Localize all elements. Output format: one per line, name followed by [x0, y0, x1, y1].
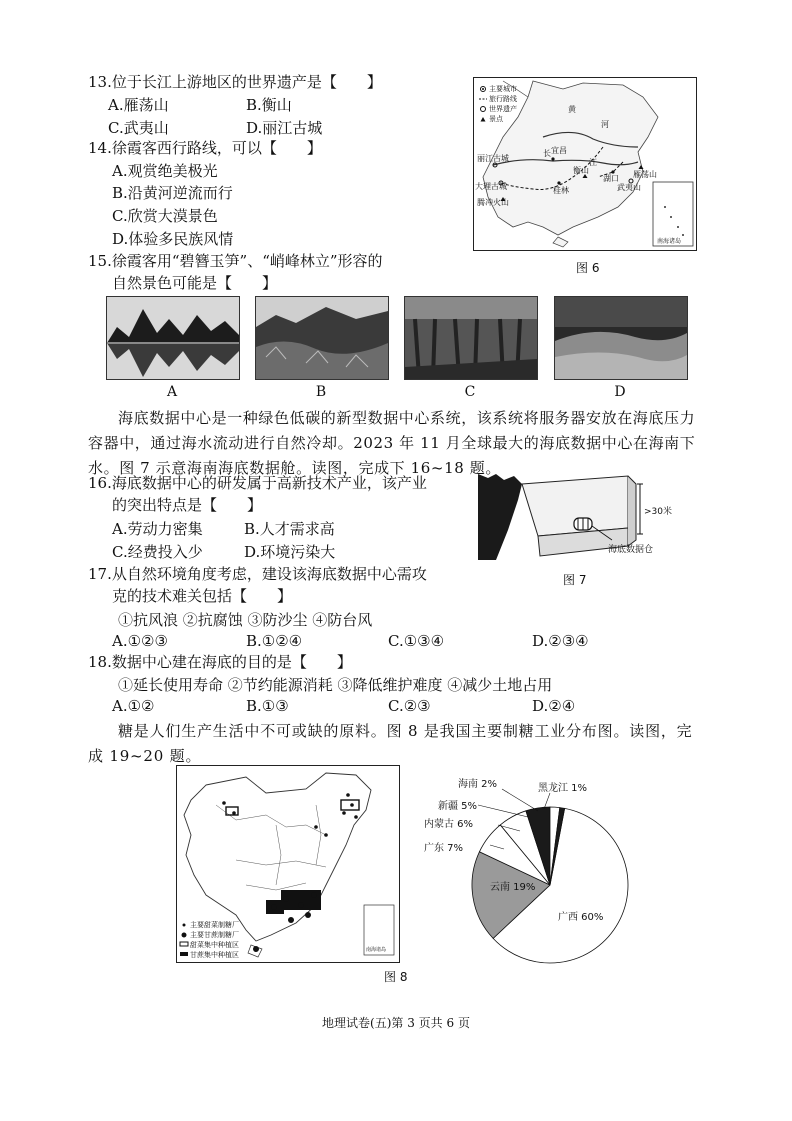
figure6-caption: 图 6 [576, 261, 600, 275]
svg-text:甘蔗集中种植区: 甘蔗集中种植区 [190, 951, 239, 959]
figure6-route-map [473, 77, 697, 251]
figure7-caption: 图 7 [563, 573, 587, 587]
pie-label-neimenggu: 内蒙古 6% [424, 819, 474, 830]
q16-stem-line1: 16.海底数据中心的研发属于高新技术产业，该产业 [88, 474, 427, 492]
passage-data-center: 海底数据中心是一种绿色低碳的新型数据中心系统，该系统将服务器安放在海底压力容器中，通过海水流动进行自然冷却。2023 年 11 月全球最大的海底数据中心在海南下水。图 7 示意海南海底数据舱。读图，完成下 16~18 题。 [88, 409, 696, 477]
q18-option-b[interactable]: B.①③ [246, 697, 289, 715]
q15-stem-line2: 自然景色可能是【 】 [112, 274, 278, 292]
svg-text:黄: 黄 [568, 105, 576, 114]
pie-label-hainan: 海南 2% [458, 779, 498, 790]
svg-text:桂林: 桂林 [553, 186, 569, 195]
pie-label-guangxi: 广西 60% [558, 912, 604, 923]
q16-option-b[interactable]: B.人才需求高 [244, 520, 335, 538]
svg-text:主要甘蔗制糖厂: 主要甘蔗制糖厂 [190, 931, 239, 939]
svg-text:宜昌: 宜昌 [551, 146, 567, 155]
fig7-pod-icon [574, 518, 592, 530]
svg-text:甜菜集中种植区: 甜菜集中种植区 [190, 941, 239, 949]
q16-option-d[interactable]: D.环境污染大 [244, 543, 336, 561]
svg-text:南海诸岛: 南海诸岛 [657, 238, 682, 245]
figure7-data-pod-diagram [478, 470, 700, 566]
svg-text:大理古城: 大理古城 [475, 182, 507, 191]
svg-text:主要甜菜制糖厂: 主要甜菜制糖厂 [190, 921, 239, 929]
q14-option-d[interactable]: D.体验多民族风情 [112, 230, 234, 248]
q18-option-a[interactable]: A.①② [112, 697, 155, 715]
q18-option-d[interactable]: D.②④ [532, 697, 576, 715]
q18-stem: 18.数据中心建在海底的目的是【 】 [88, 653, 352, 671]
svg-text:湖口: 湖口 [603, 174, 619, 183]
figure8-caption: 图 8 [384, 970, 408, 984]
q13-option-c[interactable]: C.武夷山 [108, 119, 169, 137]
figure8-sugar-pie-chart [420, 775, 630, 975]
q17-option-a[interactable]: A.①②③ [112, 632, 168, 650]
svg-text:旅行路线: 旅行路线 [489, 95, 517, 103]
svg-text:雁荡山: 雁荡山 [633, 170, 657, 179]
page-footer: 地理试卷(五)第 3 页共 6 页 [322, 1016, 470, 1030]
q17-stem-line1: 17.从自然环境角度考虑，建设该海底数据中心需攻 [88, 565, 427, 583]
q14-stem: 14.徐霞客西行路线，可以【 】 [88, 139, 322, 157]
photo-option-c[interactable] [404, 296, 538, 380]
passage-sugar: 糖是人们生产生活中不可或缺的原料。图 8 是我国主要制糖工业分布图。读图，完成 19~20 题。 [88, 722, 693, 765]
q18-statements: ①延长使用寿命 ②节约能源消耗 ③降低维护难度 ④减少土地占用 [118, 676, 553, 694]
svg-text:>30米: >30米 [644, 507, 672, 517]
photo-label-d: D [614, 384, 626, 400]
pie-label-guangdong: 广东 7% [424, 843, 464, 854]
q17-option-d[interactable]: D.②③④ [532, 632, 589, 650]
svg-text:衡山: 衡山 [573, 166, 589, 175]
svg-text:世界遗产: 世界遗产 [489, 105, 517, 113]
pie-label-heilongjiang: 黑龙江 1% [538, 783, 588, 794]
fig6-inset-box [653, 182, 693, 246]
q14-option-a[interactable]: A.观赏绝美极光 [112, 162, 218, 180]
photo-option-b[interactable] [255, 296, 389, 380]
svg-text:武夷山: 武夷山 [617, 183, 641, 192]
svg-text:丽江古城: 丽江古城 [477, 154, 509, 163]
svg-text:江: 江 [589, 158, 597, 167]
q13-option-a[interactable]: A.雁荡山 [108, 96, 169, 114]
photo-label-b: B [315, 384, 327, 400]
q13-stem: 13.位于长江上游地区的世界遗产是【 】 [88, 73, 382, 91]
svg-text:腾冲火山: 腾冲火山 [477, 198, 509, 207]
photo-label-a: A [166, 384, 178, 400]
q16-stem-line2: 的突出特点是【 】 [112, 496, 263, 514]
q13-option-d[interactable]: D.丽江古城 [246, 119, 323, 137]
q13-option-b[interactable]: B.衡山 [246, 96, 292, 114]
svg-text:长: 长 [543, 149, 551, 158]
q17-statements: ①抗风浪 ②抗腐蚀 ③防沙尘 ④防台风 [118, 611, 373, 629]
q18-option-c[interactable]: C.②③ [388, 697, 431, 715]
svg-text:南海诸岛: 南海诸岛 [366, 947, 387, 953]
q17-option-b[interactable]: B.①②④ [246, 632, 303, 650]
q17-option-c[interactable]: C.①③④ [388, 632, 445, 650]
q14-option-b[interactable]: B.沿黄河逆流而行 [112, 184, 233, 202]
q17-stem-line2: 克的技术难关包括【 】 [112, 587, 293, 605]
photo-option-a[interactable] [106, 296, 240, 380]
pie-label-xinjiang: 新疆 5% [438, 801, 478, 812]
q14-option-c[interactable]: C.欣赏大漠景色 [112, 207, 218, 225]
svg-text:河: 河 [601, 120, 609, 129]
q15-stem-line1: 15.徐霞客用“碧簪玉笋”、“峭峰林立”形容的 [88, 252, 383, 270]
svg-text:海底数据仓: 海底数据仓 [608, 545, 654, 555]
pie-label-yunnan: 云南 19% [490, 882, 536, 893]
photo-option-d[interactable] [554, 296, 688, 380]
photo-label-c: C [464, 384, 476, 400]
figure8-sugar-map [176, 765, 400, 963]
q16-option-a[interactable]: A.劳动力密集 [112, 520, 203, 538]
svg-text:景点: 景点 [489, 115, 503, 123]
q16-option-c[interactable]: C.经费投入少 [112, 543, 203, 561]
svg-text:主要城市: 主要城市 [489, 85, 517, 93]
